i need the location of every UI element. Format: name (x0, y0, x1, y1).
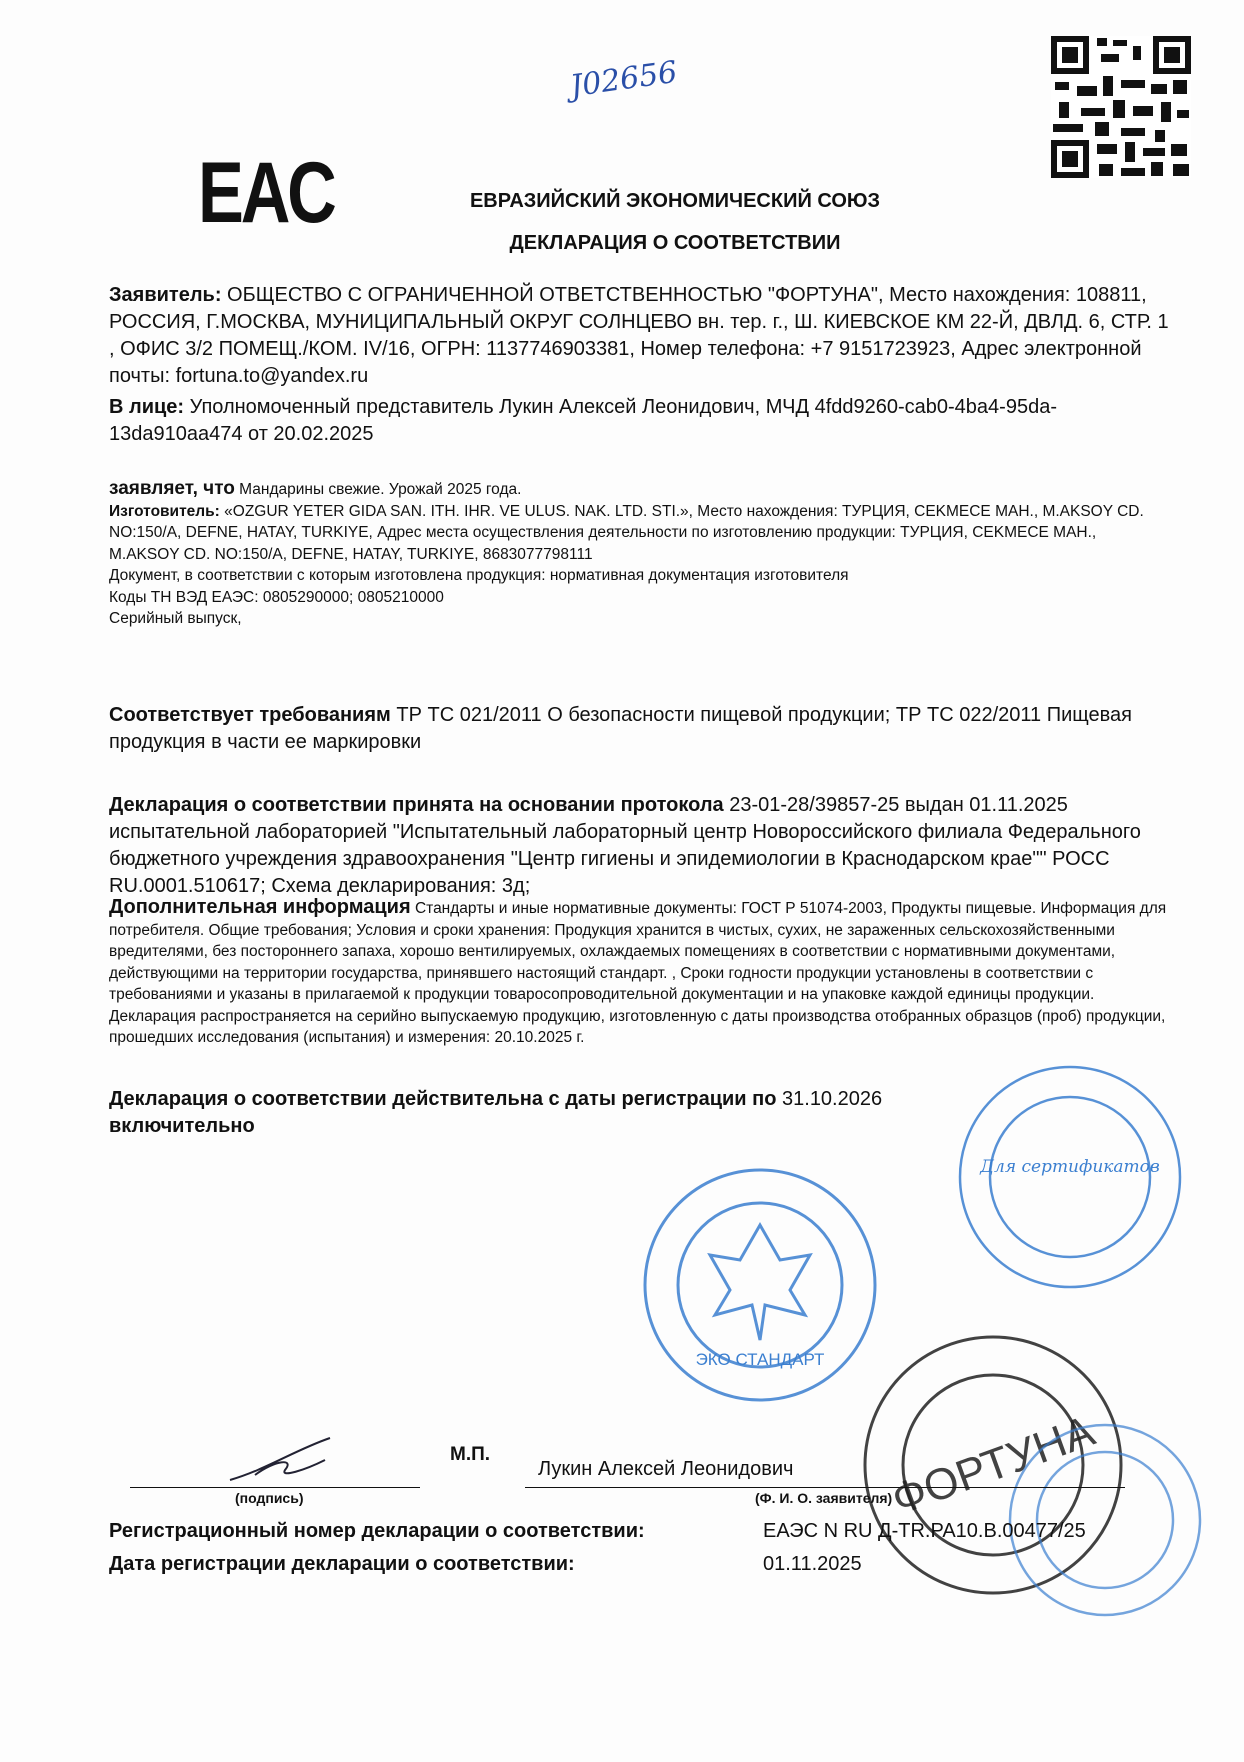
handwritten-number: J02656 (568, 54, 680, 105)
mp-label: М.П. (450, 1444, 491, 1465)
eco-standard-stamp (640, 1165, 880, 1405)
codes-line: Коды ТН ВЭД ЕАЭС: 0805290000; 0805210000 (109, 588, 444, 606)
eco-stamp-text: ЭКО СТАНДАРТ (695, 1350, 825, 1369)
qr-code[interactable] (1051, 36, 1191, 178)
conforms-block (109, 702, 1169, 756)
applicant-text: ОБЩЕСТВО С ОГРАНИЧЕННОЙ ОТВЕТСТВЕННОСТЬЮ "ФОРТУНА", Место нахождения: 108811, РОССИЯ, Г.МОСКВА, МУНИЦИПАЛЬНЫЙ ОКРУГ СОЛНЦЕВО вн. тер. г., Ш. КИЕВСКОЕ КМ 22-Й, ДВЛД. 6, СТР. 1 , ОФИС 3/2 ПОМЕЩ./КОМ. IV/16, ОГРН: 1137746903381, Номер телефона: +7 9151723923, Адрес электронной почты: fortuna.to@yandex.ru (109, 284, 1169, 387)
registration-date-label: Дата регистрации декларации о соответствии: (109, 1553, 575, 1575)
conforms-label: Соответствует требованиям (109, 704, 391, 726)
applicant-label: Заявитель: (109, 284, 222, 306)
name-caption: (Ф. И. О. заявителя) (755, 1490, 893, 1506)
additional-block (109, 897, 1169, 1049)
registration-date: 01.11.2025 (763, 1553, 862, 1575)
validity-date: 31.10.2026 (776, 1088, 883, 1110)
applicant-block (109, 282, 1169, 390)
name-line (525, 1487, 1125, 1488)
manufacturer-label: Изготовитель: (109, 502, 220, 520)
represented-block (109, 394, 1169, 448)
signature-line (130, 1487, 420, 1488)
represented-text: Уполномоченный представитель Лукин Алексей Леонидович, МЧД 4fdd9260-cab0-4ba4-95da-13da910aa474 от 20.02.2025 (109, 396, 1057, 445)
additional-label: Дополнительная информация (109, 896, 411, 918)
protocol-label: Декларация о соответствии принята на основании протокола (109, 794, 724, 816)
signature-caption: (подпись) (235, 1490, 304, 1506)
document-title: ДЕКЛАРАЦИЯ О СООТВЕТСТВИИ (509, 232, 841, 254)
signature-scribble (225, 1430, 345, 1490)
declares-label: заявляет, что (109, 478, 235, 499)
sweet-stamp-text: Для сертификатов (980, 1157, 1160, 1177)
protocol-block (109, 792, 1169, 900)
registration-number-label: Регистрационный номер декларации о соответствии: (109, 1520, 645, 1542)
validity-suffix: включительно (109, 1115, 255, 1137)
manufacturer-text: «OZGUR YETER GIDA SAN. ITH. IHR. VE ULUS. NAK. LTD. STI.», Место нахождения: ТУРЦИЯ, CEKMECE MAH., M.AKSOY CD. NO:150/A, DEFNE, HATAY, TURKIYE, Адрес места осуществления деятельности по изготовлению продукции: ТУРЦИЯ, CEKMECE MAH., M.AKSOY CD. NO:150/A, DEFNE, HATAY, TURKIYE, 8683077798111 (109, 502, 1144, 563)
product-name: Мандарины свежие. Урожай 2025 года. (234, 481, 522, 498)
registration-number: ЕАЭС N RU Д-TR.PA10.B.00477/25 (763, 1520, 1086, 1542)
union-heading: ЕВРАЗИЙСКИЙ ЭКОНОМИЧЕСКИЙ СОЮЗ (469, 190, 881, 212)
product-block (109, 478, 1169, 630)
validity-label: Декларация о соответствии действительна с даты регистрации по (109, 1088, 777, 1110)
fortuna-stamp-text: ФОРТУНА (885, 1406, 1101, 1525)
protocol-text: 23-01-28/39857-25 выдан 01.11.2025 испытательной лабораторией "Испытательный лабораторный центр Новороссийского филиала Федерального бюджетного учреждения здравоохранения "Центр гигиены и эпидемиологии в Краснодарском крае"" РОСС RU.0001.510617; Схема декларирования: 3д; (109, 794, 1141, 897)
signer-name: Лукин Алексей Леонидович (538, 1458, 794, 1480)
additional-extra: Декларация распространяется на серийно выпускаемую продукцию, изготовленную с даты производства отобранных образцов (проб) продукции, прошедших исследования (испытания) и измерения: 20.10.2025 г. (109, 1007, 1166, 1046)
eac-logo: EAC (198, 145, 334, 241)
represented-label: В лице: (109, 396, 185, 418)
document-line: Документ, в соответствии с которым изготовлена продукция: нормативная документация изготовителя (109, 567, 849, 584)
sweet-life-stamp (955, 1062, 1185, 1292)
additional-text: Стандарты и иные нормативные документы: ГОСТ Р 51074-2003, Продукты пищевые. Информация для потребителя. Общие требования; Условия и сроки хранения: Продукция хранится в чистых, сухих, не зараженных сельскохозяйственными вредителями, без постороннего запаха, хорошо вентилируемых, охлаждаемых помещениях в соответствии с нормативными документами, действующими на территории государства, принявшего настоящий стандарт. , Сроки годности продукции установлены в соответствии с требованиями и указаны в прилагаемой к продукции товаросопроводительной документации и на упаковке каждой единицы продукции. (109, 900, 1167, 1003)
serial-line: Серийный выпуск, (109, 610, 242, 627)
conforms-text: ТР ТС 021/2011 О безопасности пищевой продукции; ТР ТС 022/2011 Пищевая продукция в части ее маркировки (109, 704, 1132, 753)
